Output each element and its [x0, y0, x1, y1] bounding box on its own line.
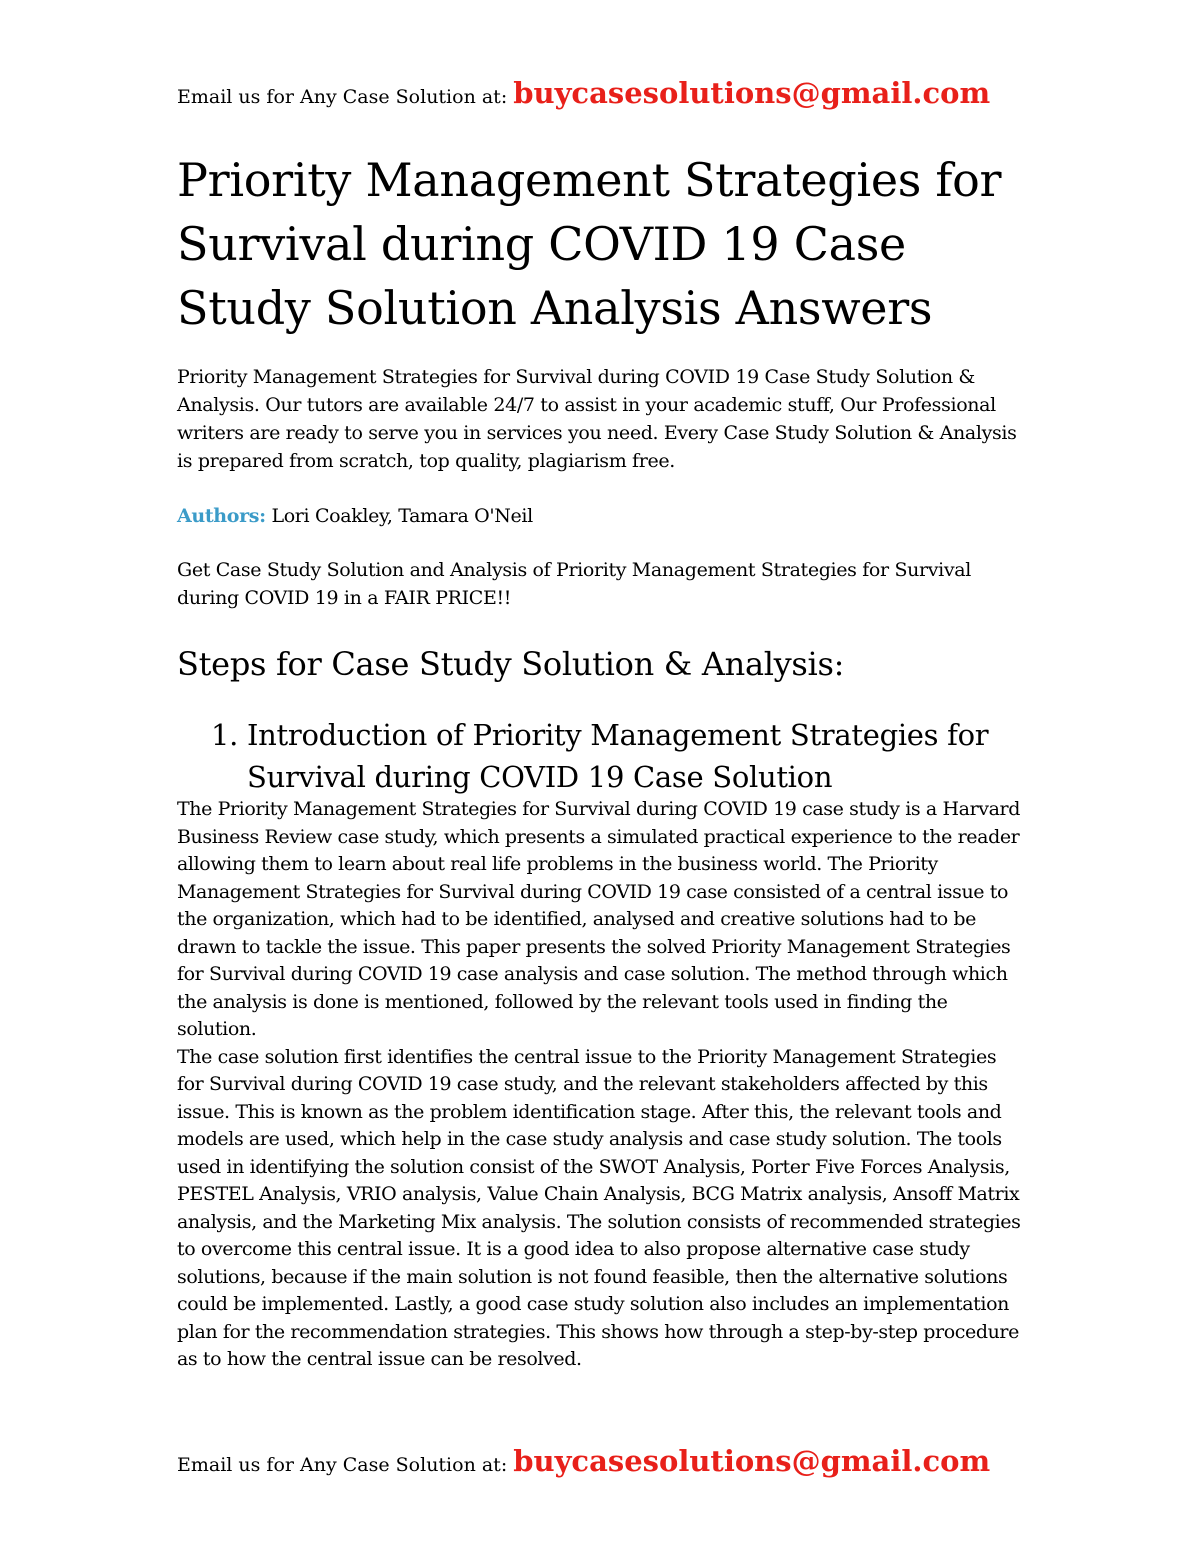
step-number: 1. — [211, 718, 239, 752]
steps-heading: Steps for Case Study Solution & Analysis: — [177, 645, 845, 683]
body-paragraph: The Priority Management Strategies for Survival during COVID 19 case study is a Harvard Business Review case study, which presents a simulated practical experience to the reader allowing them to learn about real life problems in the business world. The Priority Management Strategies for Survival during COVID 19 case consisted of a central issue to the organization, which had to be identified, analysed and creative solutions had to be drawn to tackle the issue. This paper presents the solved Priority Management Strategies for Survival during COVID 19 case analysis and case solution. The method through which the analysis is done is mentioned, followed by the relevant tools used in finding the solution. — [177, 798, 1020, 1040]
step-1-heading — [211, 714, 1031, 798]
document-title: Priority Management Strategies for Survival during COVID 19 Case Study Solution Analysis Answers — [177, 153, 1002, 335]
body-paragraph: The case solution first identifies the central issue to the Priority Management Strategies for Survival during COVID 19 case study, and the relevant stakeholders affected by this issue. This is known as the problem identification stage. After this, the relevant tools and models are used, which help in the case study analysis and case study solution. The tools used in identifying the solution consist of the SWOT Analysis, Porter Five Forces Analysis, PESTEL Analysis, VRIO analysis, Value Chain Analysis, BCG Matrix analysis, Ansoff Matrix analysis, and the Marketing Mix analysis. The solution consists of recommended strategies to overcome this central issue. It is a good idea to also propose alternative case study solutions, because if the main solution is not found feasible, then the alternative solutions could be implemented. Lastly, a good case study solution also includes an implementation plan for the recommendation strategies. This shows how through a step-by-step procedure as to how the central issue can be resolved. — [177, 1045, 1021, 1370]
email-banner-top — [177, 76, 991, 110]
authors-line — [177, 502, 533, 530]
step-heading-text: Introduction of Priority Management Strategies for Survival during COVID 19 Case Solution — [247, 718, 989, 794]
email-prefix: Email us for Any Case Solution at: — [177, 86, 508, 108]
email-banner-bottom — [177, 1444, 991, 1478]
authors-names: Lori Coakley, Tamara O'Neil — [271, 505, 533, 527]
body-text — [177, 796, 1027, 1374]
email-prefix: Email us for Any Case Solution at: — [177, 1454, 508, 1476]
fair-price-paragraph: Get Case Study Solution and Analysis of Priority Management Strategies for Survival during COVID 19 in a FAIR PRICE!! — [177, 559, 971, 609]
authors-label: Authors: — [177, 505, 266, 527]
intro-paragraph: Priority Management Strategies for Survival during COVID 19 Case Study Solution & Analysis. Our tutors are available 24/7 to assist in your academic stuff, Our Professional writers are ready to serve you in services you need. Every Case Study Solution & Analysis is prepared from scratch, top quality, plagiarism free. — [177, 366, 1017, 472]
email-address-link[interactable]: buycasesolutions@gmail.com — [513, 76, 991, 110]
email-address-link[interactable]: buycasesolutions@gmail.com — [513, 1444, 991, 1478]
